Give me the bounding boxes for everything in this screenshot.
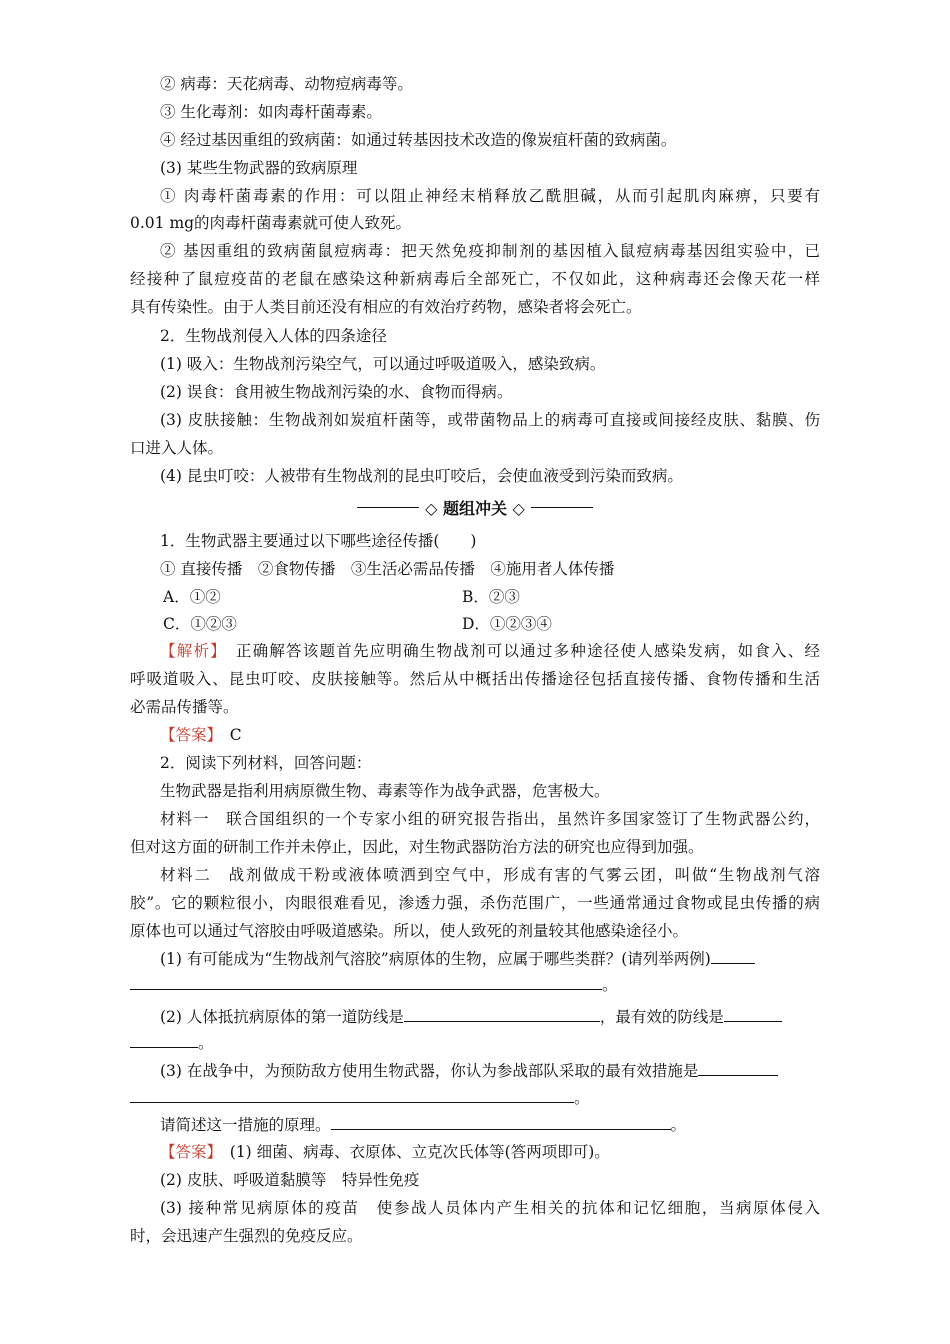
sub-question-1 xyxy=(160,949,820,971)
text-line: 但对这方面的研制工作并未停止，因此，对生物武器防治方法的研究也应得到加强。 xyxy=(130,838,704,856)
text-line: ① 肉毒杆菌毒素的作用：可以阻止神经末梢释放乙酰胆碱，从而引起肌肉麻痹，只要有 xyxy=(160,187,820,205)
sub-question-text: (2) 人体抵抗病原体的第一道防线是 xyxy=(160,1008,404,1026)
period: 。 xyxy=(198,1034,214,1052)
analysis-tag: 【解析】 xyxy=(160,642,220,660)
option-d: D．①②③④ xyxy=(462,615,552,633)
answer-tag: 【答案】 xyxy=(160,1143,215,1161)
text-line: 胶”。它的颗粒很小，肉眼很难看见，渗透力强，杀伤范围广，一些通常通过食物或昆虫传播的病 xyxy=(130,894,820,912)
sub-question-text: (3) 在战争中，为预防敌方使用生物武器，你认为参战部队采取的最有效措施是 xyxy=(160,1062,699,1080)
answer-blank[interactable] xyxy=(331,1115,671,1130)
answer-blank[interactable] xyxy=(698,1061,778,1076)
section-heading: 2．生物战剂侵入人体的四条途径 xyxy=(160,327,387,345)
answer-blank[interactable] xyxy=(711,949,755,964)
answer-blank[interactable] xyxy=(130,1033,198,1048)
question-items: ① 直接传播 ②食物传播 ③生活必需品传播 ④施用者人体传播 xyxy=(160,560,615,578)
text-line: 具有传染性。由于人类目前还没有相应的有效治疗药物，感染者将会死亡。 xyxy=(130,298,642,316)
text-line: (1) 吸入：生物战剂污染空气，可以通过呼吸道吸入，感染致病。 xyxy=(160,355,606,373)
text-line: (3) 皮肤接触：生物战剂如炭疽杆菌等，或带菌物品上的病毒可直接或间接经皮肤、黏膜、伤 xyxy=(160,411,820,429)
answer-text: (1) 细菌、病毒、衣原体、立克次氏体等(答两项即可)。 xyxy=(214,1143,610,1161)
answer-blank[interactable] xyxy=(130,975,602,990)
text-line: (3) 接种常见病原体的疫苗 使参战人员体内产生相关的抗体和记忆细胞，当病原体侵入 xyxy=(160,1199,820,1217)
blank-line xyxy=(130,1033,820,1055)
section-divider-title xyxy=(130,495,820,519)
text-line: (2) 误食：食用被生物战剂污染的水、食物而得病。 xyxy=(160,383,513,401)
text-line: ② 病毒：天花病毒、动物痘病毒等。 xyxy=(160,75,413,93)
text-line: ③ 生化毒剂：如肉毒杆菌毒素。 xyxy=(160,103,382,121)
answer-blank[interactable] xyxy=(724,1007,782,1022)
sub-question-text: 请简述这一措施的原理。 xyxy=(160,1116,331,1134)
answer-blank[interactable] xyxy=(404,1007,600,1022)
option-b: B．②③ xyxy=(462,588,520,606)
text-line: (2) 皮肤、呼吸道黏膜等 特异性免疫 xyxy=(160,1171,420,1189)
sub-question-3 xyxy=(160,1061,820,1083)
answer-tag: 【答案】 xyxy=(160,726,215,744)
section-title: ◇ 题组冲关 ◇ xyxy=(425,498,525,518)
text-line: 必需品传播等。 xyxy=(130,698,239,716)
divider-rule-right xyxy=(531,507,593,508)
answer-line xyxy=(160,725,820,747)
sub-question-2 xyxy=(160,1007,820,1029)
text-line: ④ 经过基因重组的致病菌：如通过转基因技术改造的像炭疽杆菌的致病菌。 xyxy=(160,131,677,149)
text-line: 材料二 战剂做成干粉或液体喷洒到空气中，形成有害的气雾云团，叫做“生物战剂气溶 xyxy=(160,866,820,884)
blank-line xyxy=(130,1088,820,1110)
subsection-heading: (3) 某些生物武器的致病原理 xyxy=(160,159,358,177)
analysis-line xyxy=(160,641,820,663)
sub-question-text: ，最有效的防线是 xyxy=(599,1008,724,1026)
sub-question-3b xyxy=(160,1115,820,1137)
analysis-text: 正确解答该题首先应明确生物战剂可以通过多种途径使人感染发病，如食入、经 xyxy=(219,642,820,660)
answer-line xyxy=(160,1142,820,1164)
option-a: A．①② xyxy=(163,588,221,606)
sub-question-text: (1) 有可能成为“生物战剂气溶胶”病原体的生物，应属于哪些类群？(请列举两例) xyxy=(160,950,711,968)
text-line: 原体也可以通过气溶胶由呼吸道感染。所以，使人致死的剂量较其他感染途径小。 xyxy=(130,922,689,940)
answer-blank[interactable] xyxy=(130,1088,574,1103)
text-line: 材料一 联合国组织的一个专家小组的研究报告指出，虽然许多国家签订了生物武器公约， xyxy=(160,810,820,828)
period: 。 xyxy=(574,1089,590,1107)
period: 。 xyxy=(670,1116,687,1134)
option-c: C．①②③ xyxy=(163,615,237,633)
text-line: 口进入人体。 xyxy=(130,439,224,457)
question-stem: 2．阅读下列材料，回答问题： xyxy=(160,754,372,772)
question-stem: 1．生物武器主要通过以下哪些途径传播( ) xyxy=(160,532,477,550)
period: 。 xyxy=(602,976,618,994)
text-line: ② 基因重组的致病菌鼠痘病毒：把天然免疫抑制剂的基因植入鼠痘病毒基因组实验中，已 xyxy=(160,242,820,260)
divider-rule-left xyxy=(357,507,419,508)
text-line: (4) 昆虫叮咬：人被带有生物战剂的昆虫叮咬后，会使血液受到污染而致病。 xyxy=(160,467,683,485)
text-line: 经接种了鼠痘疫苗的老鼠在感染这种新病毒后全部死亡，不仅如此，这种病毒还会像天花一样 xyxy=(130,270,820,288)
answer-text: C xyxy=(214,726,242,744)
blank-line xyxy=(130,975,820,997)
text-line: 时，会迅速产生强烈的免疫反应。 xyxy=(130,1227,363,1245)
text-line: 生物武器是指利用病原微生物、毒素等作为战争武器，危害极大。 xyxy=(160,782,610,800)
text-line: 呼吸道吸入、昆虫叮咬、皮肤接触等。然后从中概括出传播途径包括直接传播、食物传播和生活 xyxy=(130,670,820,688)
text-line: 0.01 mg的肉毒杆菌毒素就可使人致死。 xyxy=(130,214,412,232)
